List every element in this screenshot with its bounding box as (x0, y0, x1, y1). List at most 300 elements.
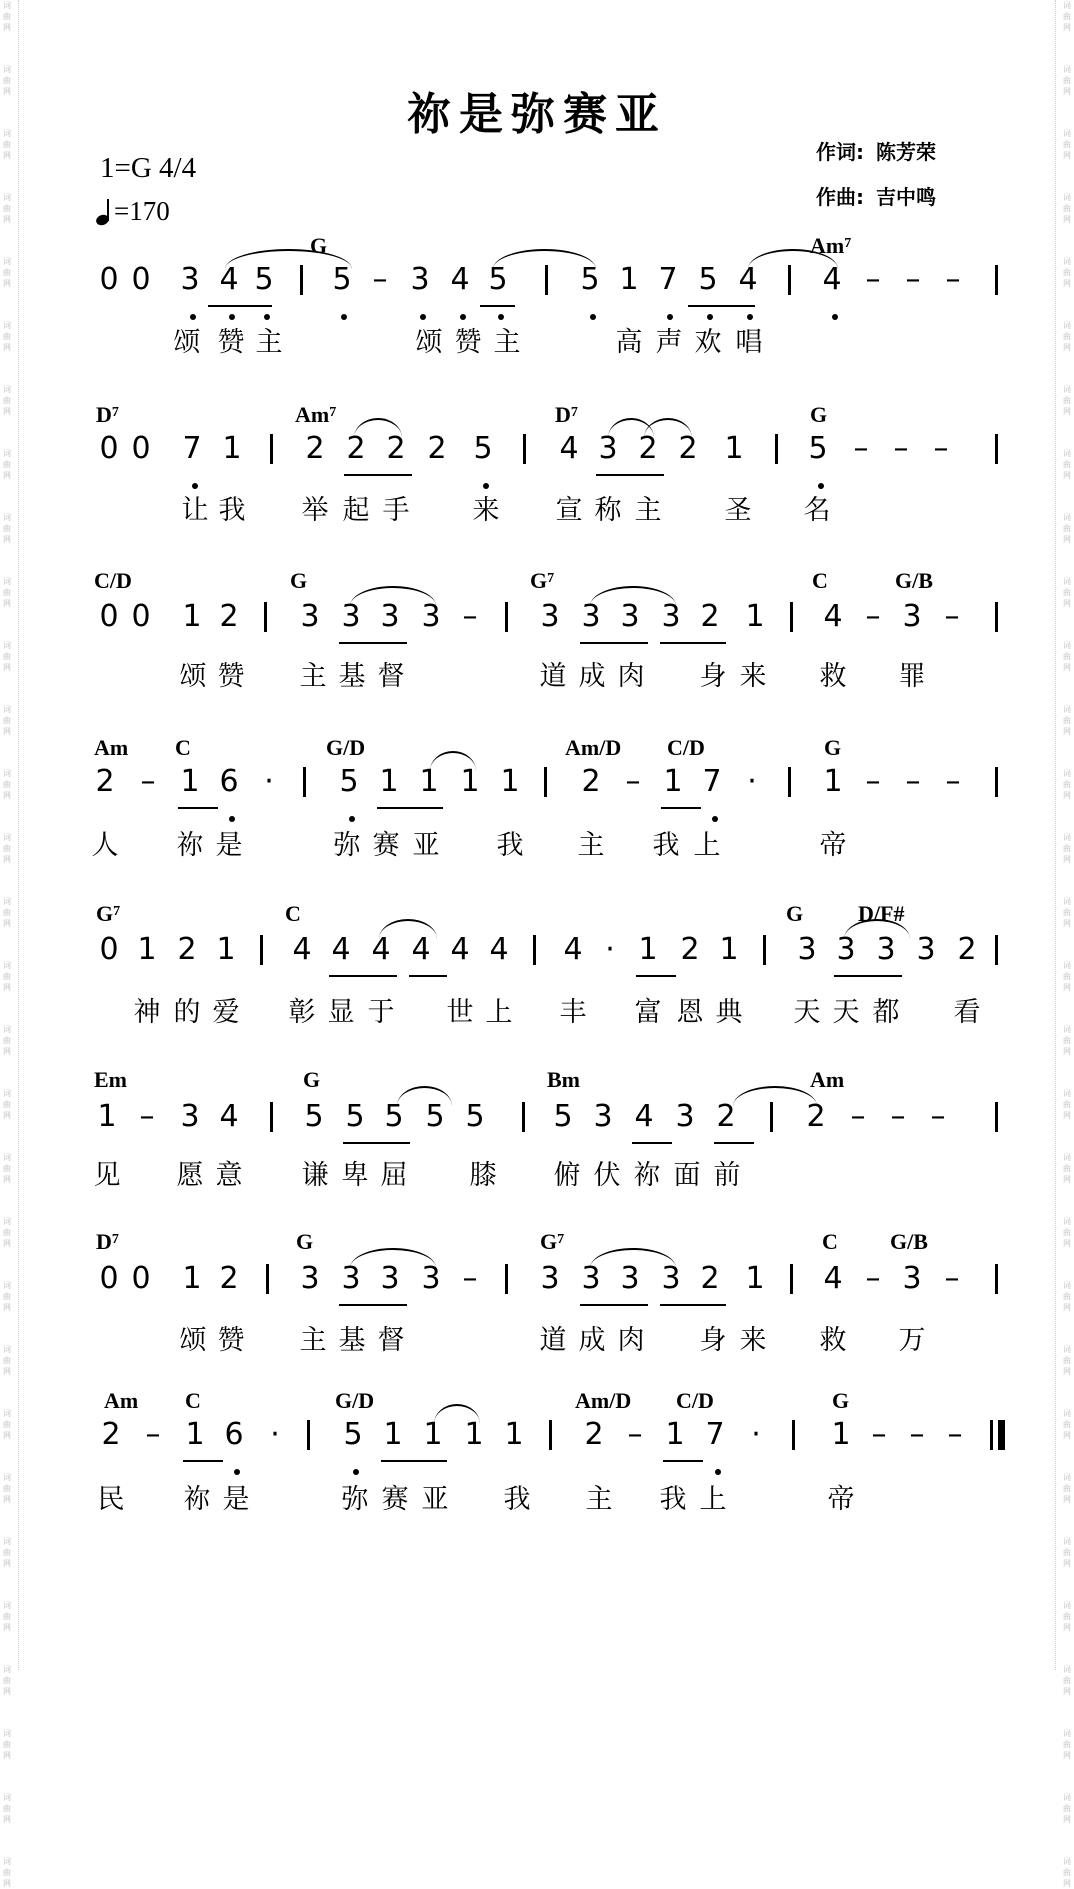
notation-line (90, 1262, 1010, 1296)
note: 3 (540, 1261, 560, 1296)
note: 3 (380, 1261, 400, 1296)
note: – (865, 599, 881, 634)
watermark-text: 词 曲 网 (1063, 1153, 1071, 1184)
lyric-char: 看 (953, 997, 981, 1028)
note: – (944, 1261, 960, 1296)
lyric-char: 手 (382, 495, 410, 526)
note: 3 (341, 1261, 361, 1296)
watermark-text: 词 曲 网 (3, 385, 11, 416)
chord-symbol: C (185, 1388, 201, 1413)
slur (397, 1086, 452, 1106)
note: 1 (831, 1417, 851, 1452)
note: 1 (460, 764, 480, 799)
chord-symbol: $D^7$ (96, 1229, 119, 1254)
note: – (372, 262, 388, 297)
lyric-char: 都 (872, 997, 900, 1028)
note: 7 (702, 764, 722, 799)
barline (770, 1102, 773, 1132)
lyric-char: 督 (377, 1325, 405, 1356)
chord-symbol: C (822, 1229, 838, 1254)
note: 4 (219, 262, 239, 297)
note: 4 (219, 1099, 239, 1134)
right-margin-line (1055, 0, 1056, 1670)
note: 2 (101, 1417, 121, 1452)
lyric-char: 弥 (341, 1484, 369, 1515)
note: 3 (598, 431, 618, 466)
lyric-char: 弥 (333, 830, 361, 861)
watermark-text: 词 曲 网 (1063, 1089, 1071, 1120)
lyric-char: 富 (634, 997, 662, 1028)
lyric-char: 的 (173, 997, 201, 1028)
note: 4 (559, 431, 579, 466)
quarter-note-icon (96, 199, 112, 225)
note: – (865, 262, 881, 297)
watermark-text: 词 曲 网 (1063, 577, 1071, 608)
final-barline (990, 1420, 1005, 1450)
note: – (890, 1099, 906, 1134)
lyric-char: 肉 (617, 661, 645, 692)
lyric-char: 肉 (617, 1325, 645, 1356)
chord-symbol: G/D (335, 1388, 375, 1413)
watermark-text: 词 曲 网 (3, 1281, 11, 1312)
note: 1 (419, 764, 439, 799)
lyric-char: 见 (93, 1160, 121, 1191)
note: 5 (580, 262, 600, 297)
watermark-text: 词 曲 网 (3, 449, 11, 480)
note: – (865, 1261, 881, 1296)
lyric-char: 神 (133, 997, 161, 1028)
lyric-char: 我 (503, 1484, 531, 1515)
barline (790, 1264, 793, 1294)
lyric-char: 赞 (217, 661, 245, 692)
lyric-char: 帝 (827, 1484, 855, 1515)
underline-beam (688, 305, 755, 307)
watermark-text: 词 曲 网 (3, 1793, 11, 1824)
note: 1 (500, 764, 520, 799)
note: 5 (808, 431, 828, 466)
note: – (905, 764, 921, 799)
note: – (909, 1417, 925, 1452)
watermark-text: 词 曲 网 (1063, 897, 1071, 928)
note: 2 (386, 431, 406, 466)
underline-beam (661, 807, 701, 809)
lyric-char: 是 (222, 1484, 250, 1515)
underline-beam (183, 1460, 223, 1462)
watermark-text: 词 曲 网 (1063, 1025, 1071, 1056)
lyric-char: 愿 (176, 1160, 204, 1191)
watermark-text: 词 曲 网 (3, 1089, 11, 1120)
underline-beam (660, 642, 726, 644)
lyric-char: 世 (446, 997, 474, 1028)
lyric-char: 颂 (179, 1325, 207, 1356)
note: 0 (99, 1261, 119, 1296)
underline-beam (381, 1460, 447, 1462)
lyric-char: 宣 (555, 495, 583, 526)
underline-beam (343, 1142, 410, 1144)
note: 0 (99, 431, 119, 466)
chord-symbol: C (175, 735, 191, 760)
chord-symbol: G/B (895, 568, 933, 593)
note: 5 (488, 262, 508, 297)
note: 4 (489, 932, 509, 967)
note: 2 (219, 1261, 239, 1296)
chord-symbol: $G^7$ (96, 901, 121, 926)
lyric-char: 道 (539, 661, 567, 692)
note: 3 (675, 1099, 695, 1134)
song-title: 祢是弥赛亚 (407, 89, 667, 140)
note: – (945, 764, 961, 799)
underline-beam (580, 1304, 648, 1306)
lyric-char: 督 (377, 661, 405, 692)
note: 3 (661, 1261, 681, 1296)
barline (995, 767, 998, 797)
barline (307, 1420, 310, 1450)
note: 7 (182, 431, 202, 466)
note: 4 (371, 932, 391, 967)
note: 4 (823, 599, 843, 634)
underline-beam (178, 807, 218, 809)
lyric-char: 主 (299, 661, 327, 692)
watermark-text: 词 曲 网 (1063, 1281, 1071, 1312)
lyric-char: 是 (215, 830, 243, 861)
note: – (145, 1417, 161, 1452)
watermark-text: 词 曲 网 (1063, 257, 1071, 288)
note: 2 (581, 764, 601, 799)
watermark-text: 词 曲 网 (1063, 1857, 1071, 1888)
lyricist-credit (816, 136, 936, 165)
watermark-text: 词 曲 网 (3, 1217, 11, 1248)
barline (270, 1102, 273, 1132)
note: – (462, 599, 478, 634)
note: – (945, 262, 961, 297)
lyric-char: 显 (327, 997, 355, 1028)
note: 3 (620, 599, 640, 634)
chord-symbol: C (285, 901, 301, 926)
watermark-text: 词 曲 网 (3, 1409, 11, 1440)
barline (995, 1102, 998, 1132)
note: 5 (465, 1099, 485, 1134)
barline (995, 935, 998, 965)
watermark-text: 词 曲 网 (3, 1025, 11, 1056)
note: · (605, 932, 615, 967)
lyric-char: 我 (652, 830, 680, 861)
note: – (462, 1261, 478, 1296)
lower-octave-dot (712, 816, 718, 822)
watermark-text: 词 曲 网 (3, 65, 11, 96)
chord-symbol: $D^7$ (555, 402, 578, 427)
note: 3 (380, 599, 400, 634)
watermark-text: 词 曲 网 (1063, 1793, 1071, 1824)
note: 1 (464, 1417, 484, 1452)
key-signature: 1=G 4/4 (100, 152, 197, 184)
lyric-char: 我 (659, 1484, 687, 1515)
barline (549, 1420, 552, 1450)
watermark-text: 词 曲 网 (1063, 1537, 1071, 1568)
underline-beam (344, 474, 412, 476)
lyric-char: 高 (615, 327, 643, 358)
notation-line (90, 933, 1010, 967)
lyric-char: 上 (693, 830, 721, 861)
barline (792, 1420, 795, 1450)
watermark-text: 词 曲 网 (3, 961, 11, 992)
note: 2 (95, 764, 115, 799)
watermark-text: 词 曲 网 (3, 1729, 11, 1760)
underline-beam (636, 975, 676, 977)
note: 0 (131, 262, 151, 297)
lyric-char: 上 (485, 997, 513, 1028)
note: 2 (806, 1099, 826, 1134)
chord-symbol: $G^7$ (530, 568, 555, 593)
note: 5 (553, 1099, 573, 1134)
note: – (140, 764, 156, 799)
note: – (893, 431, 909, 466)
lyric-char: 我 (218, 495, 246, 526)
lyric-char: 救 (819, 1325, 847, 1356)
chord-symbol: Am (104, 1388, 139, 1413)
note: 3 (300, 599, 320, 634)
note: 5 (425, 1099, 445, 1134)
note: 5 (304, 1099, 324, 1134)
note: 0 (131, 1261, 151, 1296)
watermark-text: 词 曲 网 (1063, 65, 1071, 96)
watermark-text: 词 曲 网 (3, 1153, 11, 1184)
barline (763, 935, 766, 965)
note: · (270, 1417, 280, 1452)
lyric-char: 天 (793, 997, 821, 1028)
composer-credit (816, 181, 936, 210)
note: 3 (836, 932, 856, 967)
note: 5 (345, 1099, 365, 1134)
note: 4 (411, 932, 431, 967)
note: 4 (738, 262, 758, 297)
lyric-char: 卑 (341, 1160, 369, 1191)
note: 1 (665, 1417, 685, 1452)
note: 3 (916, 932, 936, 967)
lyric-char: 赞 (217, 1325, 245, 1356)
lyric-char: 彰 (288, 997, 316, 1028)
watermark-text: 词 曲 网 (3, 1665, 11, 1696)
watermark-text: 词 曲 网 (1063, 449, 1071, 480)
barline (995, 265, 998, 295)
note: 0 (131, 431, 151, 466)
lyric-char: 主 (255, 327, 283, 358)
notation-line (90, 263, 1010, 297)
note: 4 (292, 932, 312, 967)
lyric-char: 膝 (469, 1160, 497, 1191)
note: 1 (423, 1417, 443, 1452)
underline-beam (339, 1304, 407, 1306)
barline (790, 602, 793, 632)
note: 1 (222, 431, 242, 466)
note: 2 (584, 1417, 604, 1452)
slur (733, 1086, 817, 1106)
watermark-text: 词 曲 网 (3, 129, 11, 160)
watermark-text: 词 曲 网 (3, 193, 11, 224)
chord-symbol: G (832, 1388, 850, 1413)
slur (493, 249, 596, 269)
note: 1 (379, 764, 399, 799)
lyric-char: 主 (585, 1484, 613, 1515)
note: 2 (427, 431, 447, 466)
lower-octave-dot (590, 314, 596, 320)
watermark-text: 词 曲 网 (1063, 705, 1071, 736)
barline (995, 1264, 998, 1294)
watermark-text: 词 曲 网 (1063, 769, 1071, 800)
note: 2 (177, 932, 197, 967)
lyric-char: 举 (301, 495, 329, 526)
note: 1 (719, 932, 739, 967)
lyric-char: 屈 (380, 1160, 408, 1191)
watermark-text: 词 曲 网 (1063, 513, 1071, 544)
note: 0 (99, 262, 119, 297)
lower-octave-dot (341, 314, 347, 320)
note: 2 (680, 932, 700, 967)
lyric-char: 名 (803, 495, 831, 526)
note: 1 (180, 764, 200, 799)
note: 3 (593, 1099, 613, 1134)
lyric-char: 万 (898, 1325, 926, 1356)
lyric-char: 成 (578, 1325, 606, 1356)
notation-line (90, 765, 1010, 799)
lyric-char: 民 (97, 1484, 125, 1515)
watermark-text: 词 曲 网 (1063, 1473, 1071, 1504)
chord-symbol: $D^7$ (96, 402, 119, 427)
barline (995, 602, 998, 632)
lyricist-name: 陈芳荣 (876, 140, 936, 164)
note: 2 (716, 1099, 736, 1134)
watermark-text: 词 曲 网 (1063, 1409, 1071, 1440)
note: 2 (678, 431, 698, 466)
chord-symbol: Am (94, 735, 129, 760)
note: 3 (620, 1261, 640, 1296)
note: 1 (383, 1417, 403, 1452)
note: 3 (581, 1261, 601, 1296)
underline-beam (377, 807, 443, 809)
note: 5 (384, 1099, 404, 1134)
barline (788, 265, 791, 295)
tempo-marking (96, 196, 170, 227)
chord-symbol: G/D (326, 735, 366, 760)
note: 2 (305, 431, 325, 466)
lyric-char: 人 (91, 830, 119, 861)
watermark-text: 词 曲 网 (1063, 1665, 1071, 1696)
note: 4 (450, 932, 470, 967)
watermark-text: 词 曲 网 (1063, 321, 1071, 352)
note: 5 (343, 1417, 363, 1452)
underline-beam (660, 1304, 726, 1306)
barline (788, 767, 791, 797)
right-watermark-strip (1060, 0, 1074, 1888)
note: 2 (219, 599, 239, 634)
chord-symbol: Am$^7$ (810, 233, 852, 258)
lyric-char: 面 (673, 1160, 701, 1191)
note: – (627, 1417, 643, 1452)
underline-beam (834, 975, 902, 977)
note: 1 (185, 1417, 205, 1452)
lyric-char: 于 (367, 997, 395, 1028)
underline-beam (480, 305, 515, 307)
watermark-text: 词 曲 网 (3, 1345, 11, 1376)
note: 3 (797, 932, 817, 967)
watermark-text: 词 曲 网 (3, 641, 11, 672)
lyric-char: 颂 (179, 661, 207, 692)
note: 2 (700, 599, 720, 634)
note: 3 (180, 1099, 200, 1134)
watermark-text: 词 曲 网 (3, 321, 11, 352)
note: – (139, 1099, 155, 1134)
chord-symbol: G (290, 568, 308, 593)
note: 5 (339, 764, 359, 799)
lyric-char: 基 (338, 1325, 366, 1356)
note: – (933, 431, 949, 466)
slur (430, 751, 476, 771)
lyric-char: 天 (832, 997, 860, 1028)
lyric-char: 恩 (676, 997, 704, 1028)
lyric-char: 救 (819, 661, 847, 692)
notation-line (90, 1418, 1010, 1452)
lyric-char: 赞 (454, 327, 482, 358)
note: · (751, 1417, 761, 1452)
underline-beam (329, 975, 397, 977)
left-watermark-strip (0, 0, 14, 1888)
barline (995, 434, 998, 464)
watermark-text: 词 曲 网 (3, 1601, 11, 1632)
note: 4 (563, 932, 583, 967)
watermark-text: 词 曲 网 (1063, 1217, 1071, 1248)
chord-symbol: G (303, 1067, 321, 1092)
watermark-text: 词 曲 网 (3, 577, 11, 608)
note: 0 (131, 599, 151, 634)
chord-symbol: G (296, 1229, 314, 1254)
lyric-char: 道 (539, 1325, 567, 1356)
watermark-text: 词 曲 网 (1063, 1345, 1071, 1376)
tempo-value: =170 (114, 196, 170, 226)
lyric-char: 圣 (724, 495, 752, 526)
notation-line (90, 600, 1010, 634)
chord-symbol: D/F# (858, 901, 905, 926)
note: 6 (219, 764, 239, 799)
composer-name: 吉中鸣 (876, 185, 936, 209)
slur (644, 418, 692, 438)
lyric-char: 亚 (421, 1484, 449, 1515)
note: 4 (823, 1261, 843, 1296)
note: 3 (300, 1261, 320, 1296)
note: 3 (180, 262, 200, 297)
lyric-char: 祢 (183, 1484, 211, 1515)
lyric-char: 赛 (372, 830, 400, 861)
lyric-char: 成 (578, 661, 606, 692)
watermark-text: 词 曲 网 (1063, 129, 1071, 160)
note: 4 (450, 262, 470, 297)
lyric-char: 让 (181, 495, 209, 526)
watermark-text: 词 曲 网 (1063, 385, 1071, 416)
lyric-char: 我 (496, 830, 524, 861)
note: 1 (216, 932, 236, 967)
left-margin-line (18, 0, 19, 1670)
barline (505, 1264, 508, 1294)
note: 5 (698, 262, 718, 297)
lyric-char: 俯 (553, 1160, 581, 1191)
underline-beam (208, 305, 272, 307)
note: 1 (745, 1261, 765, 1296)
lyric-char: 赞 (217, 327, 245, 358)
note: 3 (661, 599, 681, 634)
note: 1 (745, 599, 765, 634)
underline-beam (596, 474, 664, 476)
lyric-char: 主 (577, 830, 605, 861)
watermark-text: 词 曲 网 (3, 257, 11, 288)
chord-symbol: Em (94, 1067, 127, 1092)
